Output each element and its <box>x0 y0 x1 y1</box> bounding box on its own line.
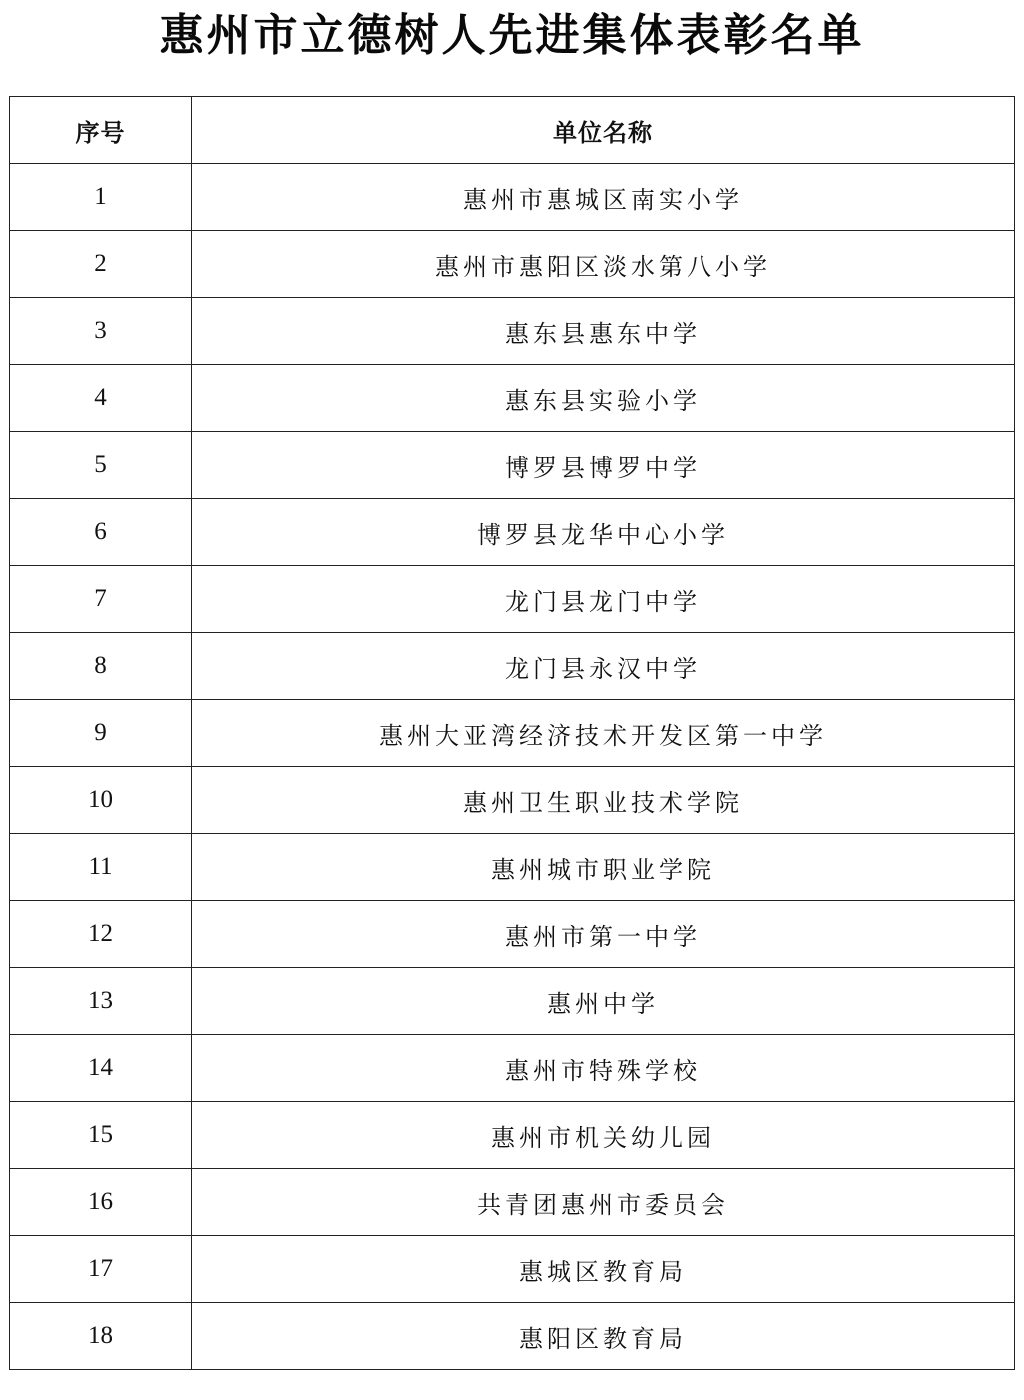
header-unit-name: 单位名称 <box>192 97 1015 164</box>
row-seq: 11 <box>10 834 192 901</box>
table-row <box>10 298 1015 365</box>
table-header-row <box>10 97 1015 164</box>
row-seq: 12 <box>10 901 192 968</box>
table-row <box>10 365 1015 432</box>
row-seq: 7 <box>10 566 192 633</box>
table-row <box>10 566 1015 633</box>
table-row <box>10 633 1015 700</box>
row-seq: 16 <box>10 1169 192 1236</box>
row-seq: 2 <box>10 231 192 298</box>
row-unit-name: 龙门县龙门中学 <box>192 566 1015 633</box>
page-title: 惠州市立德树人先进集体表彰名单 <box>159 10 865 61</box>
row-seq: 8 <box>10 633 192 700</box>
row-unit-name: 龙门县永汉中学 <box>192 633 1015 700</box>
table-row <box>10 834 1015 901</box>
row-unit-name: 惠州市第一中学 <box>192 901 1015 968</box>
row-unit-name: 惠州卫生职业技术学院 <box>192 767 1015 834</box>
row-unit-name: 惠州大亚湾经济技术开发区第一中学 <box>192 700 1015 767</box>
row-seq: 17 <box>10 1236 192 1303</box>
row-unit-name: 惠州市惠城区南实小学 <box>192 164 1015 231</box>
row-unit-name: 惠城区教育局 <box>192 1236 1015 1303</box>
table-row <box>10 432 1015 499</box>
row-seq: 6 <box>10 499 192 566</box>
table-row <box>10 164 1015 231</box>
row-seq: 14 <box>10 1035 192 1102</box>
row-seq: 5 <box>10 432 192 499</box>
table-row <box>10 1102 1015 1169</box>
row-seq: 18 <box>10 1303 192 1370</box>
header-seq: 序号 <box>10 97 192 164</box>
row-seq: 15 <box>10 1102 192 1169</box>
table-row <box>10 499 1015 566</box>
row-seq: 1 <box>10 164 192 231</box>
row-seq: 9 <box>10 700 192 767</box>
honor-roll-table <box>9 96 1015 1370</box>
row-seq: 3 <box>10 298 192 365</box>
table-row <box>10 1236 1015 1303</box>
row-unit-name: 惠州市惠阳区淡水第八小学 <box>192 231 1015 298</box>
table-row <box>10 700 1015 767</box>
table-row <box>10 1169 1015 1236</box>
row-unit-name: 惠州市机关幼儿园 <box>192 1102 1015 1169</box>
row-unit-name: 惠州中学 <box>192 968 1015 1035</box>
row-unit-name: 惠东县实验小学 <box>192 365 1015 432</box>
row-unit-name: 共青团惠州市委员会 <box>192 1169 1015 1236</box>
row-unit-name: 博罗县博罗中学 <box>192 432 1015 499</box>
table-row <box>10 968 1015 1035</box>
row-unit-name: 惠州城市职业学院 <box>192 834 1015 901</box>
table-row <box>10 1303 1015 1370</box>
table-row <box>10 901 1015 968</box>
row-unit-name: 惠东县惠东中学 <box>192 298 1015 365</box>
row-seq: 4 <box>10 365 192 432</box>
row-seq: 13 <box>10 968 192 1035</box>
row-unit-name: 惠阳区教育局 <box>192 1303 1015 1370</box>
table-row <box>10 767 1015 834</box>
table-row <box>10 231 1015 298</box>
row-seq: 10 <box>10 767 192 834</box>
row-unit-name: 惠州市特殊学校 <box>192 1035 1015 1102</box>
table-row <box>10 1035 1015 1102</box>
row-unit-name: 博罗县龙华中心小学 <box>192 499 1015 566</box>
